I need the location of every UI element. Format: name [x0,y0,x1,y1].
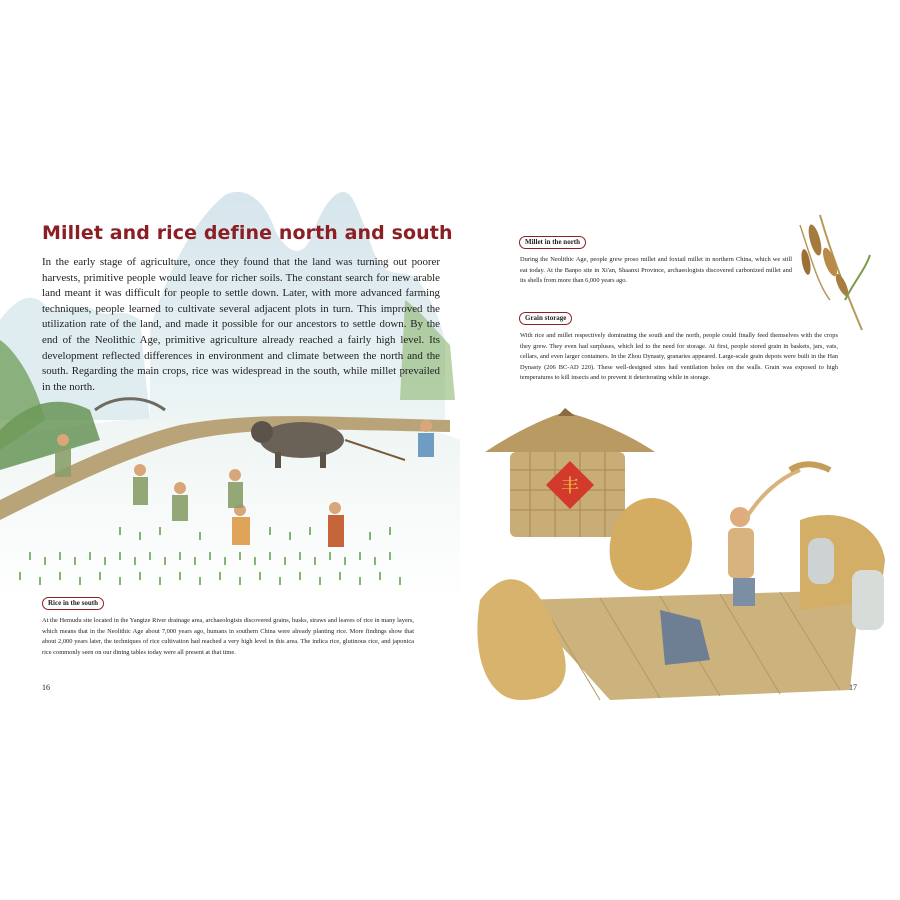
page-title: Millet and rice define north and south [42,222,453,244]
storage-section-label: Grain storage [519,312,572,325]
intro-paragraph: In the early stage of agriculture, once they found that the land was turning out poorer harvests, primitive people would leave for richer soils. The constant search for new arable land meant it was difficult for people to settle down. Later, with more advanced farming techniques, people learned to cultivate several adjacent plots in turn. This improved the utilization rate of the land, and made it possible for our ancestors to settle down. By the end of the Neolithic Age, primitive agriculture already reached a fairly high level. Its development reflected differences in environment and climate between the north and the south. Regarding the main crops, rice was widespread in the south, while millet prevailed in the north. [42,256,440,393]
rice-section-label: Rice in the south [42,597,104,610]
page-number-left: 16 [42,683,50,692]
millet-illustration [800,215,870,330]
storage-section-text: With rice and millet respectively dominating the south and the north, people could finally feed themselves with the crops they grew. They even had surpluses, which led to the need for storage. At first, people stored grain in baskets, jars, vats, cellars, and even larger containers. In the Zhou Dynasty, granaries appeared. Large-scale grain depots were built in the Han Dynasty (206 BC-AD 220). These well-designed sites had ventilation holes on the walls. Grain was exposed to high temperatures to kill insects and to prevent it deteriorating while in storage. [520,332,838,381]
granary-illustration [477,408,885,700]
page-number-right: 17 [849,683,857,692]
millet-section-text: During the Neolithic Age, people grew proso millet and foxtail millet in northern China, which we still eat today. At the Banpo site in Xi'an, Shaanxi Province, archaeologists discovered carbonized millet and its shells from more than 6,000 years ago. [520,256,792,284]
rice-section-text: At the Hemudu site located in the Yangtze River drainage area, archaeologists discovered grains, husks, straws and leaves of rice in many layers, which means that in the Neolithic Age about 7,000 years ago, humans in southern China were already planting rice. More findings show that about 2,000 years later, the techniques of rice cultivation had reached a very high level in this area. The indica rice, glutinous rice, and japonica rice commonly seen on our dining tables today were all present at that time. [42,617,414,656]
millet-section-label: Millet in the north [519,236,586,249]
svg-text:丰: 丰 [561,476,579,497]
